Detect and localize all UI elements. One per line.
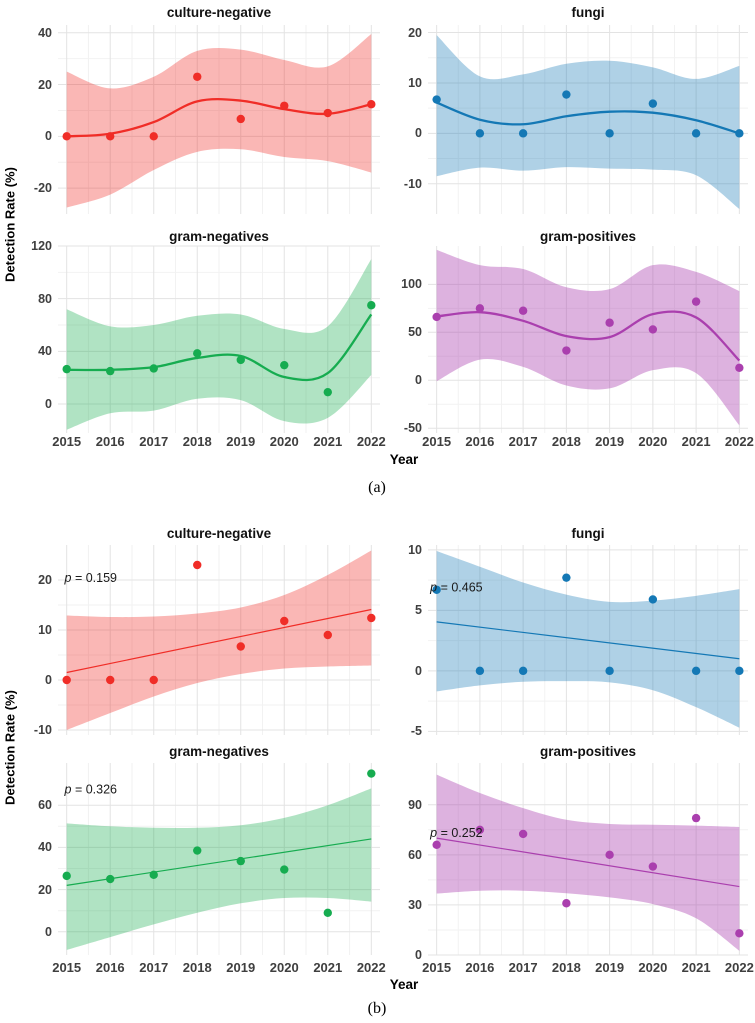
data-point	[735, 364, 743, 372]
x-tick-label: 2019	[595, 960, 625, 975]
subplot-a-culture-negative	[58, 25, 380, 214]
subplot-b-culture-negative	[58, 545, 380, 735]
y-tick-label: 40	[38, 25, 52, 40]
data-point	[735, 929, 743, 937]
data-point	[476, 304, 484, 312]
x-tick-label: 2021	[313, 434, 343, 449]
data-point	[63, 676, 71, 684]
data-point	[280, 102, 288, 110]
x-tick-label: 2019	[226, 960, 256, 975]
data-point	[476, 129, 484, 137]
y-tick-label: 120	[31, 239, 52, 253]
y-tick-label: -20	[33, 181, 52, 196]
subplot-a-gram-negatives	[58, 246, 380, 433]
x-tick-label: 2022	[356, 434, 386, 449]
x-tick-label: 2015	[422, 434, 452, 449]
y-tick-label: 60	[408, 847, 422, 862]
data-point	[605, 129, 613, 137]
data-point	[280, 617, 288, 625]
data-point	[150, 132, 158, 140]
subplot-b-gram-negatives	[58, 763, 380, 955]
data-point	[476, 667, 484, 675]
y-tick-label: 0	[415, 126, 422, 141]
y-tick-label: 50	[408, 325, 422, 340]
y-tick-label: 40	[38, 344, 52, 359]
data-point	[649, 99, 657, 107]
subplot-title-b-fungi: fungi	[571, 526, 605, 541]
panel-a-caption: (a)	[368, 479, 386, 496]
y-tick-label: 40	[38, 840, 52, 855]
p-value-label: p = 0.159	[64, 571, 118, 585]
data-point	[280, 865, 288, 873]
y-axis-label-panel-b: Detection Rate (%)	[2, 690, 18, 805]
x-tick-label: 2021	[681, 960, 711, 975]
subplot-title-a-culture-negative: culture-negative	[166, 5, 272, 20]
data-point	[237, 642, 245, 650]
y-tick-label: 5	[415, 603, 422, 618]
y-tick-label: 100	[401, 277, 422, 292]
y-tick-label: -10	[403, 176, 422, 191]
data-point	[367, 100, 375, 108]
data-point	[692, 297, 700, 305]
data-point	[367, 769, 375, 777]
data-point	[649, 325, 657, 333]
x-tick-label: 2018	[551, 434, 581, 449]
y-tick-label: 90	[408, 797, 422, 812]
data-point	[106, 367, 114, 375]
data-point	[562, 90, 570, 98]
data-point	[432, 841, 440, 849]
p-value-label: p = 0.252	[430, 826, 483, 841]
data-point	[562, 899, 570, 907]
x-tick-label: 2022	[356, 960, 386, 975]
x-tick-label: 2015	[422, 960, 452, 975]
y-tick-label: 0	[45, 673, 52, 687]
y-tick-label: 20	[38, 77, 52, 92]
data-point	[150, 364, 158, 372]
x-tick-label: 2017	[508, 960, 538, 975]
y-tick-label: 30	[408, 897, 422, 912]
data-point	[519, 667, 527, 675]
y-tick-label: 0	[415, 373, 422, 388]
data-point	[735, 129, 743, 137]
data-point	[367, 301, 375, 309]
data-point	[237, 857, 245, 865]
data-point	[367, 614, 375, 622]
y-tick-label: -10	[33, 723, 52, 737]
data-point	[692, 129, 700, 137]
data-point	[63, 132, 71, 140]
x-tick-label: 2016	[465, 434, 495, 449]
x-tick-label: 2016	[465, 960, 495, 975]
data-point	[432, 313, 440, 321]
data-point	[735, 667, 743, 675]
x-tick-label: 2022	[724, 960, 754, 975]
y-tick-label: 0	[415, 948, 422, 962]
y-tick-label: 10	[38, 623, 52, 637]
p-value-label: p = 0.326	[64, 782, 118, 797]
data-point	[193, 349, 201, 357]
data-point	[605, 851, 613, 859]
x-tick-label: 2018	[551, 960, 581, 975]
data-point	[63, 365, 71, 373]
y-tick-label: 0	[45, 924, 52, 939]
data-point	[519, 129, 527, 137]
data-point	[519, 307, 527, 315]
data-point	[432, 95, 440, 103]
data-point	[150, 676, 158, 684]
data-point	[193, 846, 201, 854]
x-tick-label: 2020	[638, 960, 668, 975]
y-tick-label: 0	[45, 397, 52, 412]
data-point	[324, 909, 332, 917]
y-tick-label: 20	[38, 882, 52, 897]
data-point	[106, 132, 114, 140]
x-tick-label: 2020	[269, 960, 299, 975]
data-point	[649, 595, 657, 603]
subplot-title-b-culture-negative: culture-negative	[166, 526, 272, 541]
data-point	[605, 667, 613, 675]
data-point	[237, 356, 245, 364]
x-tick-label: 2017	[508, 434, 538, 449]
x-tick-label: 2018	[182, 960, 212, 975]
x-tick-label: 2016	[95, 434, 125, 449]
y-tick-label: 0	[415, 663, 422, 678]
data-point	[605, 319, 613, 327]
y-tick-label: 10	[408, 75, 422, 90]
p-value-label: p = 0.465	[430, 580, 483, 595]
x-tick-label: 2021	[681, 434, 711, 449]
data-point	[324, 388, 332, 396]
data-point	[562, 573, 570, 581]
data-point	[692, 667, 700, 675]
subplot-a-fungi	[428, 25, 748, 214]
x-tick-label: 2020	[638, 434, 668, 449]
x-tick-label: 2021	[313, 960, 343, 975]
data-point	[324, 631, 332, 639]
data-point	[324, 109, 332, 117]
subplot-b-fungi	[428, 545, 748, 735]
data-point	[193, 73, 201, 81]
x-tick-label: 2020	[269, 434, 299, 449]
x-tick-label: 2015	[52, 434, 82, 449]
x-tick-label: 2019	[595, 434, 625, 449]
subplot-a-gram-positives	[428, 246, 748, 433]
subplot-title-a-gram-positives: gram-positives	[539, 229, 637, 244]
y-tick-label: 60	[38, 798, 52, 813]
y-tick-label: 80	[38, 291, 52, 306]
x-tick-label: 2017	[139, 434, 169, 449]
data-point	[150, 871, 158, 879]
y-axis-label-panel-a: Detection Rate (%)	[2, 167, 18, 282]
data-point	[692, 814, 700, 822]
data-point	[519, 830, 527, 838]
data-point	[562, 346, 570, 354]
x-axis-label-panel-b: Year	[389, 977, 419, 992]
x-axis-label-panel-a: Year	[389, 452, 419, 467]
y-tick-label: -50	[403, 421, 422, 436]
y-tick-label: 10	[408, 542, 422, 557]
x-tick-label: 2022	[724, 434, 754, 449]
y-tick-label: 20	[38, 573, 52, 587]
subplot-title-a-fungi: fungi	[571, 5, 605, 20]
y-tick-label: 20	[408, 25, 422, 40]
subplot-title-b-gram-negatives: gram-negatives	[169, 744, 269, 759]
data-point	[237, 115, 245, 123]
x-tick-label: 2018	[182, 434, 212, 449]
data-point	[280, 361, 288, 369]
x-tick-label: 2016	[95, 960, 125, 975]
x-tick-label: 2015	[52, 960, 82, 975]
data-point	[193, 561, 201, 569]
x-tick-label: 2019	[226, 434, 256, 449]
subplot-b-gram-positives	[428, 763, 748, 955]
y-tick-label: -5	[410, 724, 422, 739]
panel-b-caption: (b)	[367, 1000, 387, 1017]
data-point	[63, 872, 71, 880]
data-point	[106, 676, 114, 684]
y-tick-label: 0	[45, 129, 52, 144]
subplot-title-b-gram-positives: gram-positives	[539, 744, 637, 759]
subplot-title-a-gram-negatives: gram-negatives	[169, 229, 269, 244]
x-tick-label: 2017	[139, 960, 169, 975]
data-point	[106, 875, 114, 883]
data-point	[649, 862, 657, 870]
